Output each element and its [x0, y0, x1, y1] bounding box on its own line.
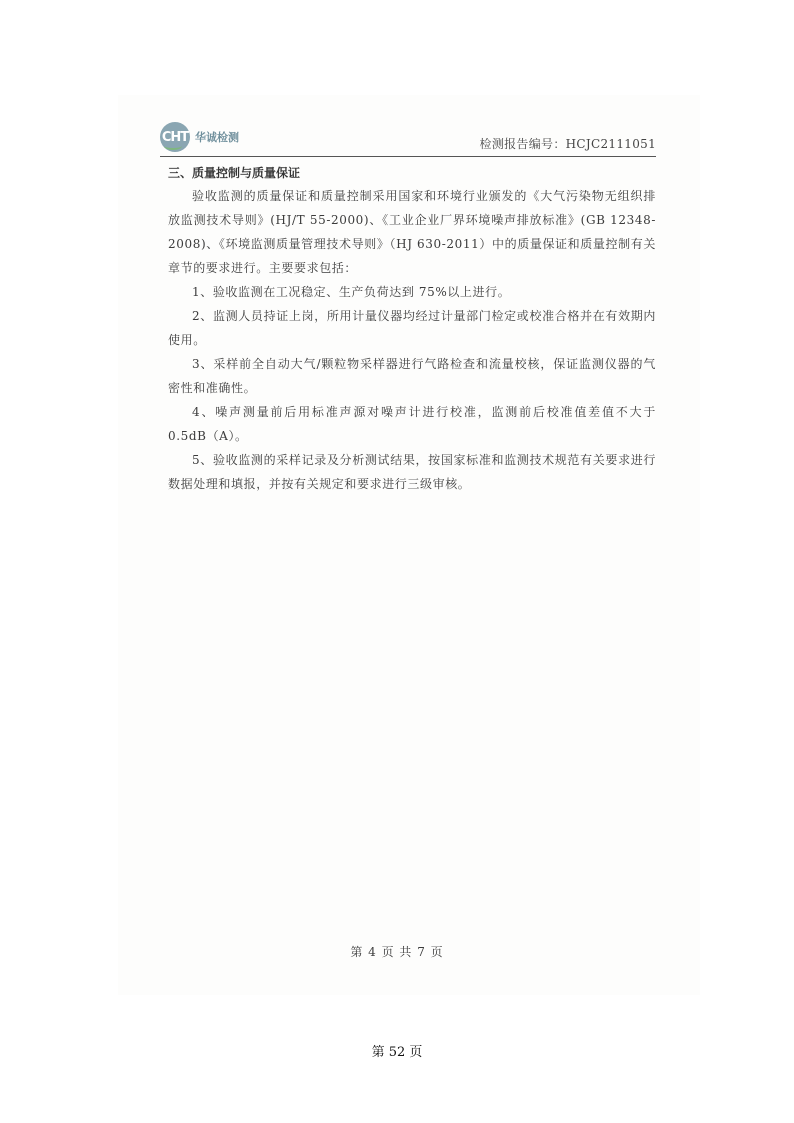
section-title: 三、质量控制与质量保证	[168, 166, 301, 180]
company-logo	[160, 122, 239, 152]
logo-mark-icon	[160, 122, 190, 152]
requirement-item-4: 4、噪声测量前后用标准声源对噪声计进行校准，监测前后校准值差值不大于 0.5dB（A）。	[168, 405, 656, 443]
report-header	[160, 120, 656, 157]
requirement-item-3: 3、采样前全自动大气/颗粒物采样器进行气路检查和流量校核，保证监测仪器的气密性和准确性。	[168, 357, 656, 395]
intro-paragraph: 验收监测的质量保证和质量控制采用国家和环境行业颁发的《大气污染物无组织排放监测技术导则》(HJ/T 55-2000)、《工业企业厂界环境噪声排放标准》(GB 12348-2008)、《环境监测质量管理技术导则》（HJ 630-2011）中的质量保证和质量控制有关章节的要求进行。主要要求包括：	[168, 189, 656, 275]
requirement-item-1: 1、验收监测在工况稳定、生产负荷达到 75%以上进行。	[192, 285, 511, 299]
logo-swoosh-icon	[164, 142, 182, 150]
requirement-item-5: 5、验收监测的采样记录及分析测试结果，按国家标准和监测技术规范有关要求进行数据处理和填报，并按有关规定和要求进行三级审核。	[168, 453, 656, 491]
section-content	[168, 162, 656, 496]
logo-mark-text: CHT	[161, 129, 189, 145]
requirement-item-2: 2、监测人员持证上岗，所用计量仪器均经过计量部门检定或校准合格并在有效期内使用。	[168, 309, 656, 347]
document-page-number: 第 52 页	[371, 1045, 423, 1060]
report-number: 检测报告编号：HCJC2111051	[479, 137, 656, 151]
logo-company-name: 华诚检测	[195, 131, 239, 144]
report-page-counter: 第 4 页 共 7 页	[350, 945, 444, 959]
